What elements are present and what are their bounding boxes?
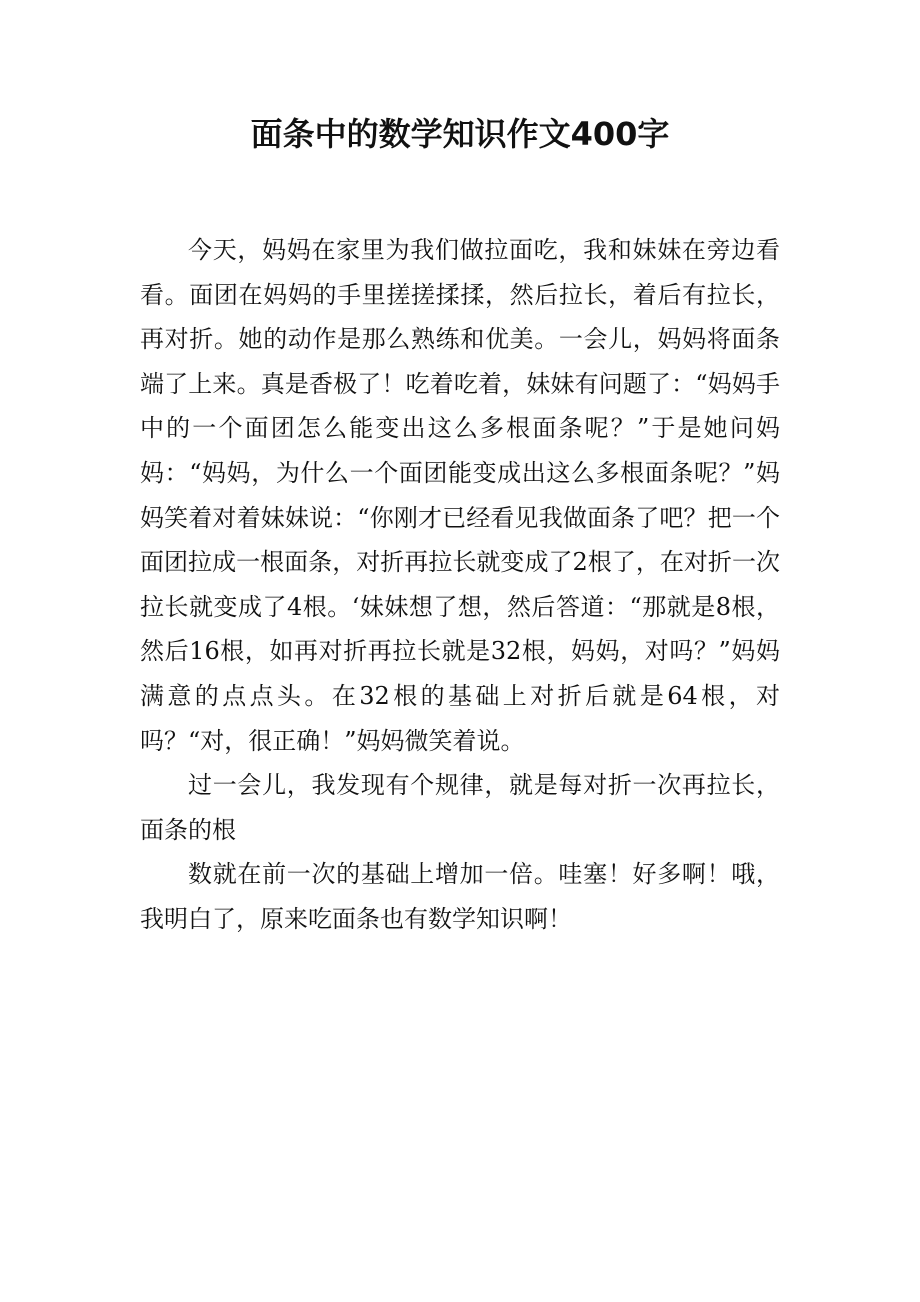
- paragraph-1: 今天，妈妈在家里为我们做拉面吃，我和妹妹在旁边看看。面团在妈妈的手里搓搓揉揉，然后拉长，着后有拉长，再对折。她的动作是那么熟练和优美。一会儿，妈妈将面条端了上来。真是香极了！吃着吃着，妹妹有问题了：“妈妈手中的一个面团怎么能变出这么多根面条呢？”于是她问妈妈：“妈妈，为什么一个面团能变成出这么多根面条呢？”妈妈笑着对着妹妹说：“你刚才已经看见我做面条了吧？把一个面团拉成一根面条，对折再拉长就变成了2根了，在对折一次拉长就变成了4根。‘妹妹想了想，然后答道：“那就是8根，然后16根，如再对折再拉长就是32根，妈妈，对吗？”妈妈满意的点点头。在32根的基础上对折后就是64根，对吗？“对，很正确！”妈妈微笑着说。: [140, 236, 780, 755]
- paragraph-2: 过一会儿，我发现有个规律，就是每对折一次再拉长，面条的根: [140, 771, 780, 844]
- document-body: [140, 228, 780, 942]
- paragraph-3: 数就在前一次的基础上增加一倍。哇塞！好多啊！哦，我明白了，原来吃面条也有数学知识啊！: [140, 860, 780, 933]
- document-title: 面条中的数学知识作文400字: [250, 115, 670, 153]
